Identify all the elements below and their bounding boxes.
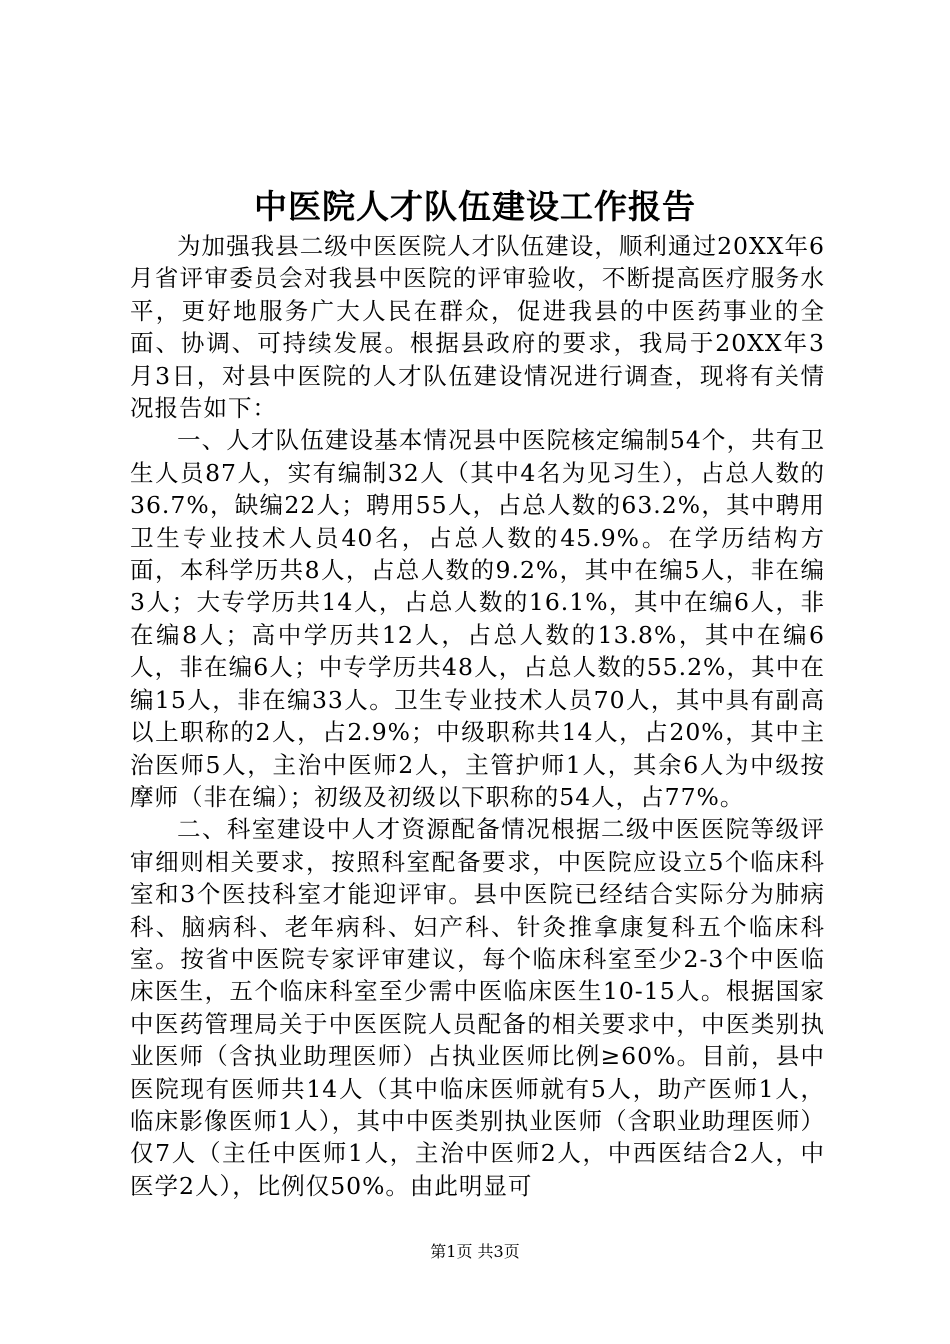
paragraph-intro: 为加强我县二级中医医院人才队伍建设，顺利通过20XX年6月省评审委员会对我县中医院的评审验收，不断提高医疗服务水平，更好地服务广大人民在群众，促进我县的中医药事业的全面、协调、可持续发展。根据县政府的要求，我局于20XX年3月3日，对县中医院的人才队伍建设情况进行调查，现将有关情况报告如下： — [130, 232, 825, 423]
paragraph-section-2: 二、科室建设中人才资源配备情况根据二级中医医院等级评审细则相关要求，按照科室配备要求，中医院应设立5个临床科室和3个医技科室才能迎评审。县中医院已经结合实际分为肺病科、脑病科、老年病科、妇产科、针灸推拿康复科五个临床科室。按省中医院专家评审建议，每个临床科室至少2-3个中医临床医生，五个临床科室至少需中医临床医生10-15人。根据国家中医药管理局关于中医医院人员配备的相关要求中，中医类别执业医师（含执业助理医师）占执业医师比例≥60%。目前，县中医院现有医师共14人（其中临床医师就有5人，助产医师1人，临床影像医师1人），其中中医类别执业医师（含职业助理医师）仅7人（主任中医师1人，主治中医师2人，中西医结合2人，中医学2人），比例仅50%。由此明显可 — [130, 815, 825, 1200]
page-footer: 第1页 共3页 — [430, 1242, 520, 1261]
paragraph-section-1: 一、人才队伍建设基本情况县中医院核定编制54个，共有卫生人员87人，实有编制32人（其中4名为见习生），占总人数的36.7%，缺编22人；聘用55人，占总人数的63.2%，其中聘用卫生专业技术人员40名，占总人数的45.9%。在学历结构方面，本科学历共8人，占总人数的9.2%，其中在编5人，非在编3人；大专学历共14人，占总人数的16.1%，其中在编6人，非在编8人；高中学历共12人，占总人数的13.8%，其中在编6人，非在编6人；中专学历共48人，占总人数的55.2%，其中在编15人，非在编33人。卫生专业技术人员70人，其中具有副高以上职称的2人，占2.9%；中级职称共14人，占20%，其中主治医师5人，主治中医师2人，主管护师1人，其余6人为中级按摩师（非在编）；初级及初级以下职称的54人，占77%。 — [130, 426, 825, 811]
document-body — [130, 230, 825, 1202]
document-title: 中医院人才队伍建设工作报告 — [254, 187, 696, 226]
